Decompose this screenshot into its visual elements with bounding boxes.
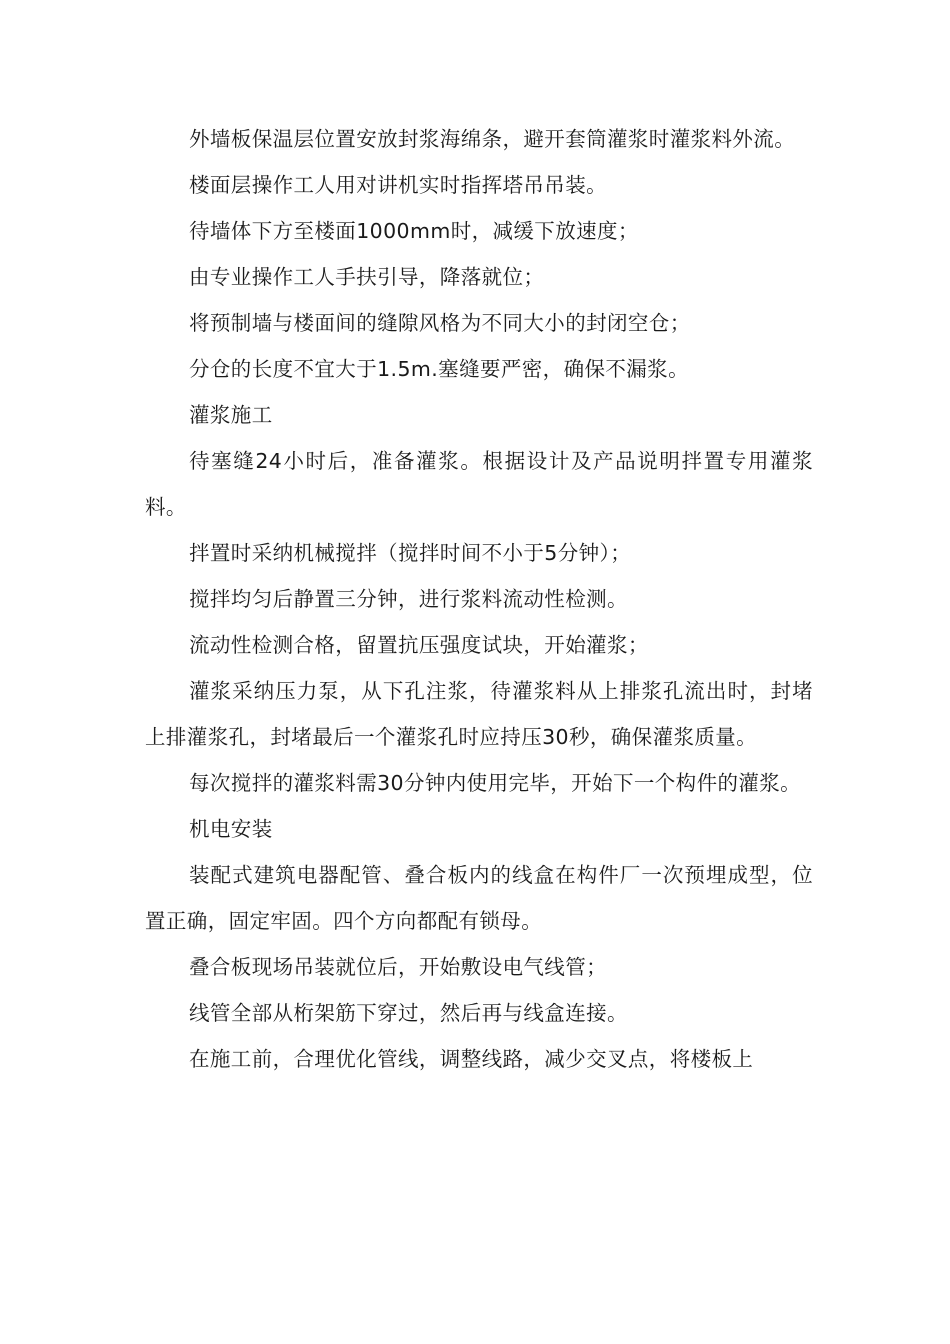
paragraph: 待塞缝24小时后，准备灌浆。根据设计及产品说明拌置专用灌浆料。 (145, 449, 813, 519)
paragraph: 叠合板现场吊装就位后，开始敷设电气线管； (189, 955, 607, 979)
paragraph: 灌浆采纳压力泵，从下孔注浆，待灌浆料从上排浆孔流出时，封堵上排灌浆孔，封堵最后一个灌浆孔时应持压30秒，确保灌浆质量。 (145, 679, 813, 749)
paragraph: 每次搅拌的灌浆料需30分钟内使用完毕，开始下一个构件的灌浆。 (189, 771, 802, 795)
document-body (145, 116, 813, 1082)
paragraph: 线管全部从桁架筋下穿过，然后再与线盒连接。 (189, 1001, 628, 1025)
paragraph: 楼面层操作工人用对讲机实时指挥塔吊吊装。 (189, 173, 607, 197)
section-heading: 机电安装 (189, 817, 273, 841)
paragraph: 装配式建筑电器配管、叠合板内的线盒在构件厂一次预埋成型，位置正确，固定牢固。四个方向都配有锁母。 (145, 863, 813, 933)
section-heading: 灌浆施工 (189, 403, 273, 427)
paragraph: 流动性检测合格，留置抗压强度试块，开始灌浆； (189, 633, 649, 657)
paragraph: 由专业操作工人手扶引导，降落就位； (189, 265, 545, 289)
paragraph: 分仓的长度不宜大于1.5m.塞缝要严密，确保不漏浆。 (189, 357, 689, 381)
paragraph: 在施工前，合理优化管线，调整线路，减少交叉点，将楼板上 (189, 1047, 754, 1071)
paragraph: 待墙体下方至楼面1000mm时，减缓下放速度； (189, 219, 639, 243)
paragraph: 搅拌均匀后静置三分钟，进行浆料流动性检测。 (189, 587, 628, 611)
paragraph: 将预制墙与楼面间的缝隙风格为不同大小的封闭空仓； (189, 311, 691, 335)
paragraph: 外墙板保温层位置安放封浆海绵条，避开套筒灌浆时灌浆料外流。 (189, 127, 796, 151)
paragraph: 拌置时采纳机械搅拌（搅拌时间不小于5分钟）； (189, 541, 632, 565)
